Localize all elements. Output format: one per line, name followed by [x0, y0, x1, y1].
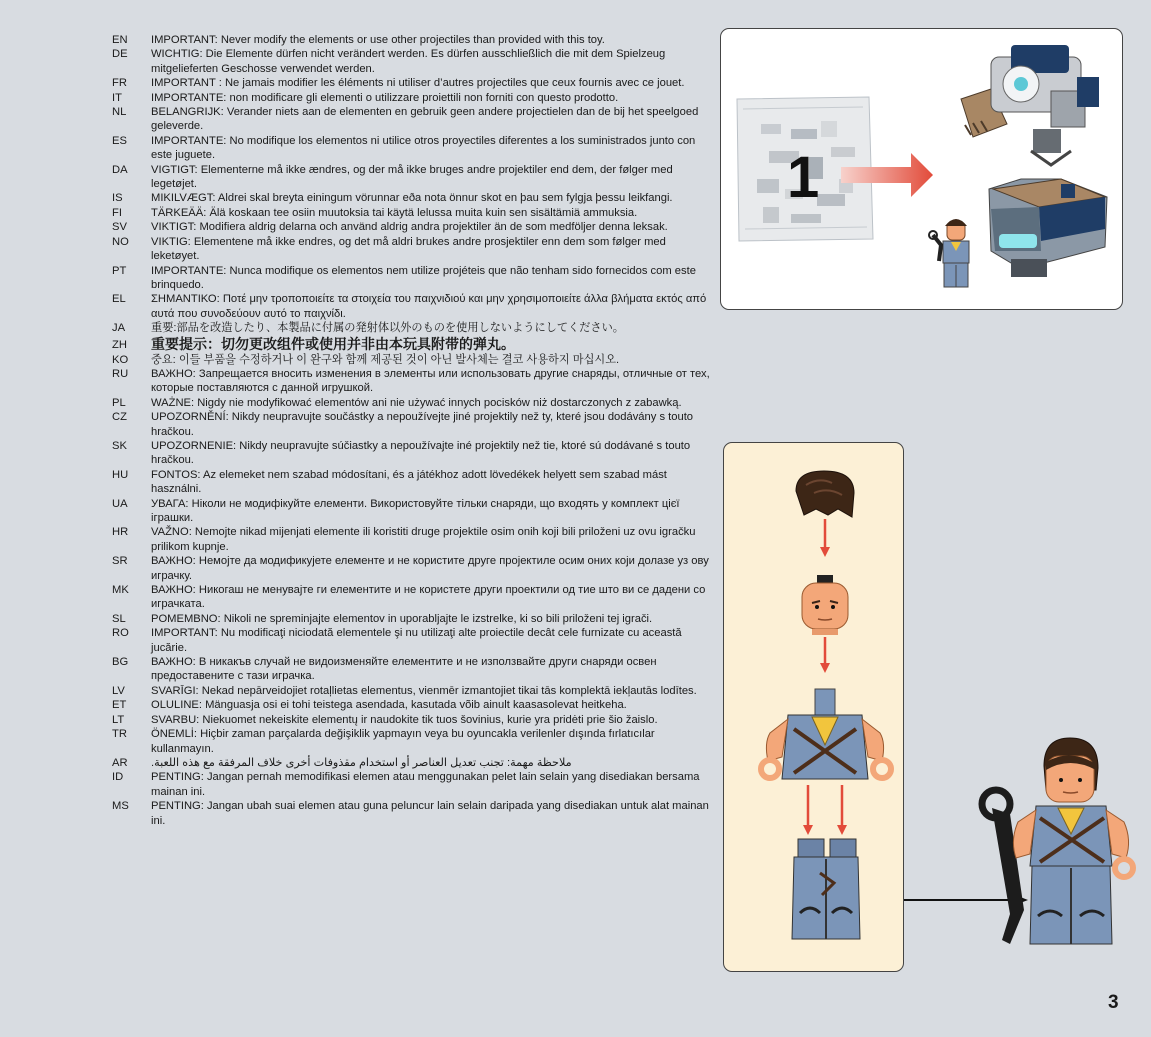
warning-text: ВАЖНО: Немојте да модификујете елементе и не користите друге пројектиле осим оних који долазе уз ову играчку.: [151, 555, 709, 582]
warning-row-nl: [112, 105, 712, 134]
bag-number-label: 1: [787, 145, 820, 210]
language-code: ID: [112, 771, 124, 784]
warning-row-pt: [112, 264, 712, 293]
warning-text: IMPORTANTE: non modificare gli elementi o utilizzare proiettili non forniti con questo prodotto.: [151, 91, 619, 104]
warning-text: SVARBU: Niekuomet nekeiskite elementų ir naudokite tik tuos šovinius, kurie yra pridėti prie šio žaislo.: [151, 713, 658, 726]
warning-text: IMPORTANT: Nu modificaţi niciodată elementele şi nu utilizaţi alte proiectile decât cele furnizate cu această jucărie.: [151, 627, 682, 654]
warning-row-es: [112, 134, 712, 163]
language-code: EN: [112, 34, 128, 46]
warning-row-el: [112, 292, 712, 321]
warning-text: УВАГА: Ніколи не модифікуйте елементи. Використовуйте тільки снаряди, що входять у комплект цієї іграшки.: [151, 497, 680, 524]
language-code: BG: [112, 656, 129, 669]
language-code: PT: [112, 264, 127, 277]
language-code: HR: [112, 526, 129, 539]
warning-row-bg: [112, 655, 712, 684]
warning-row-ms: [112, 799, 712, 828]
language-code: UA: [112, 497, 128, 510]
warning-row-id: [112, 770, 712, 799]
warning-row-en: [112, 33, 712, 47]
head-piece-image: [802, 575, 848, 635]
language-code: SV: [112, 221, 127, 234]
warning-text: ملاحظة مهمة: تجنب تعديل العناصر أو استخدام مقذوفات أخرى خلاف المرفقة مع هذه اللعبة.: [151, 756, 572, 769]
warning-row-sk: [112, 439, 712, 468]
language-code: KO: [112, 353, 129, 366]
warning-text: VAŽNO: Nemojte nikad mijenjati elemente ili koristiti druge projektile osim onih koji bili priloženi uz ovu igračku prilikom kupnje.: [151, 526, 696, 553]
language-code: IS: [112, 192, 123, 205]
warning-text: UPOZORNENIE: Nikdy neupravujte súčiastky a nepoužívajte iné projektily než tie, ktoré sú dodávané s touto hračkou.: [151, 439, 691, 467]
vehicle-build-drill-image: [961, 45, 1099, 165]
warning-text: IMPORTANTE: Nunca modifique os elementos nem utilize projéteis que não tenham sido fornecidos com este brinquedo.: [151, 264, 696, 291]
warning-text: ΣΗΜΑΝΤΙΚΟ: Ποτέ μην τροποποιείτε τα στοιχεία του παιχνιδιού και μην χρησιμοποιείτε άλλα βλήματα εκτός από αυτά που συνοδεύουν αυτό το παιχνίδι.: [151, 293, 707, 320]
warning-text: PENTING: Jangan pernah memodifikasi elemen atau menggunakan pelet lain selain yang disediakan bersama mainan ini.: [151, 771, 700, 798]
language-code: MS: [112, 800, 129, 813]
warning-text: OLULINE: Mänguasja osi ei tohi teistega asendada, kasutada võib ainult kaasasolevat heitkeha.: [151, 699, 627, 712]
warning-row-sr: [112, 554, 712, 583]
warning-text: VIKTIGT: Modifiera aldrig delarna och använd aldrig andra projektiler än de som medföljer denna leksak.: [151, 221, 668, 234]
warning-text: IMPORTANTE: No modifique los elementos ni utilice otros proyectiles diferentes a los suministrados junto con este juguete.: [151, 134, 696, 162]
warning-text: MIKILVÆGT: Aldrei skal breyta einingum vörunnar eða nota önnur skot en þau sem fylgja þessu leikfangi.: [151, 192, 673, 205]
language-code: AR: [112, 756, 128, 769]
language-code: DA: [112, 163, 128, 176]
bag-illustration: [721, 29, 1122, 309]
warning-row-fi: [112, 206, 712, 220]
language-code: ET: [112, 699, 127, 712]
completed-minifigure-area: [900, 730, 1140, 980]
warning-text: VIGTIGT: Elementerne må ikke ændres, og der må ikke bruges andre projektiler end dem, der følger med legetøjet.: [151, 163, 673, 191]
torso-piece-image: [761, 689, 891, 779]
warning-row-ko: [112, 353, 712, 367]
hair-piece-image: [796, 471, 854, 517]
bag-contents-panel: [720, 28, 1123, 310]
language-code: RO: [112, 627, 129, 640]
completed-minifigure-image: [982, 738, 1133, 944]
warning-row-ro: [112, 626, 712, 655]
warning-row-is: [112, 191, 712, 205]
warning-row-no: [112, 235, 712, 264]
warning-row-ja: [112, 321, 712, 335]
language-code: ZH: [112, 338, 127, 351]
warning-text: IMPORTANT : Ne jamais modifier les éléments ni utiliser d’autres projectiles que ceux fournis avec ce jouet.: [151, 77, 685, 90]
warning-row-da: [112, 163, 712, 192]
warning-row-hr: [112, 525, 712, 554]
warning-row-et: [112, 698, 712, 712]
warning-text: FONTOS: Az elemeket nem szabad módosítani, és a játékhoz adott lövedékek helyett sem szabad mást használni.: [151, 468, 667, 496]
language-code: NL: [112, 106, 127, 119]
language-code: HU: [112, 468, 129, 481]
warning-text: SVARĪGI: Nekad nepārveidojiet rotaļlietas elementus, vienmēr izmantojiet tikai tās komplektā iekļautās lodītes.: [151, 684, 697, 697]
warning-row-ar: [112, 756, 712, 770]
minifigure-assembly-panel: [723, 442, 904, 972]
warning-row-sv: [112, 220, 712, 234]
warning-text: TÄRKEÄÄ: Älä koskaan tee osiin muutoksia tai käytä lelussa muita kuin sen sisältämiä ammuksia.: [151, 206, 638, 219]
warning-row-hu: [112, 468, 712, 497]
warning-row-zh: [112, 336, 712, 353]
page-number: 3: [1108, 992, 1119, 1013]
language-code: ES: [112, 134, 127, 147]
language-code: FI: [112, 206, 122, 219]
language-code: EL: [112, 293, 126, 306]
warning-text: ВАЖНО: В никакъв случай не видоизменяйте елементите и не използвайте други снаряди освен предоставените с тази играчка.: [151, 656, 657, 683]
warning-row-it: [112, 91, 712, 105]
language-code: SL: [112, 612, 126, 625]
language-code: LT: [112, 713, 125, 726]
warning-row-sl: [112, 612, 712, 626]
language-code: NO: [112, 235, 129, 248]
warning-row-lt: [112, 713, 712, 727]
language-code: IT: [112, 91, 122, 104]
warning-row-mk: [112, 583, 712, 612]
warning-text: 중요: 이들 부품을 수정하거나 이 완구와 함께 제공된 것이 아닌 발사체는 결코 사용하지 마십시오.: [151, 353, 620, 366]
language-code: RU: [112, 367, 129, 380]
warning-row-ua: [112, 497, 712, 526]
warning-row-ru: [112, 367, 712, 396]
language-code: FR: [112, 77, 127, 90]
warning-row-cz: [112, 410, 712, 439]
vehicle-build-pod-image: [989, 179, 1107, 277]
warning-text: POMEMBNO: Nikoli ne spreminjajte elementov in uporabljajte le izstrelke, ki so bili priloženi tej igrači.: [151, 612, 653, 625]
warning-text: WICHTIG: Die Elemente dürfen nicht verändert werden. Es dürfen ausschließlich die mit dem Spielzeug mitgelieferten Geschosse verwendet werden.: [151, 48, 666, 75]
warning-text: IMPORTANT: Never modify the elements or use other projectiles than provided with this toy.: [151, 34, 605, 46]
warning-text: WAŻNE: Nigdy nie modyfikować elementów ani nie używać innych pocisków niż dostarczonych z zabawką.: [151, 396, 682, 409]
warning-text: ВАЖНО: Запрещается вносить изменения в элементы или использовать другие снаряды, отличные от тех, которые поставляются с данной игрушкой.: [151, 367, 710, 395]
language-code: SK: [112, 439, 127, 452]
language-code: PL: [112, 396, 126, 409]
safety-warnings-list: [112, 33, 712, 828]
warning-row-pl: [112, 396, 712, 410]
language-code: DE: [112, 48, 128, 61]
warning-text: ÖNEMLİ: Hiçbir zaman parçalarda değişiklik yapmayın veya bu oyuncakla verilenler dışında fırlatıcılar kullanmayın.: [151, 728, 655, 755]
language-code: SR: [112, 555, 128, 568]
legs-piece-image: [792, 839, 860, 939]
language-code: MK: [112, 584, 129, 597]
language-code: TR: [112, 728, 127, 741]
warning-text: PENTING: Jangan ubah suai elemen atau guna peluncur lain selain daripada yang disediakan untuk alat mainan ini.: [151, 800, 709, 827]
warning-row-fr: [112, 76, 712, 90]
warning-row-lv: [112, 684, 712, 698]
warning-text: 重要:部品を改造したり、本製品に付属の発射体以外のものを使用しないようにしてください。: [151, 322, 624, 335]
warning-row-tr: [112, 727, 712, 756]
language-code: CZ: [112, 411, 127, 424]
warning-text: 重要提示：切勿更改组件或使用并非由本玩具附带的弹丸。: [151, 335, 515, 352]
language-code: LV: [112, 684, 125, 697]
warning-text: UPOZORNĚNÍ: Nikdy neupravujte součástky a nepoužívejte jiné projektily než ty, které jsou dodávány s touto hračkou.: [151, 411, 694, 438]
warning-text: VIKTIG: Elementene må ikke endres, og det må aldri brukes andre prosjektiler enn dem som følger med leketøyet.: [151, 235, 666, 263]
warning-text: BELANGRIJK: Verander niets aan de elementen en gebruik geen andere projectielen dan de bij het speelgoed geleverde.: [151, 106, 699, 133]
minifigure-small-image: [929, 219, 969, 287]
minifigure-assembly-diagram: [724, 443, 903, 971]
warning-text: ВАЖНО: Никогаш не менувајте ги елементите и не користете други проектили од тие што ви се дадени со играчката.: [151, 584, 706, 611]
language-code: JA: [112, 322, 126, 335]
warning-row-de: [112, 47, 712, 76]
